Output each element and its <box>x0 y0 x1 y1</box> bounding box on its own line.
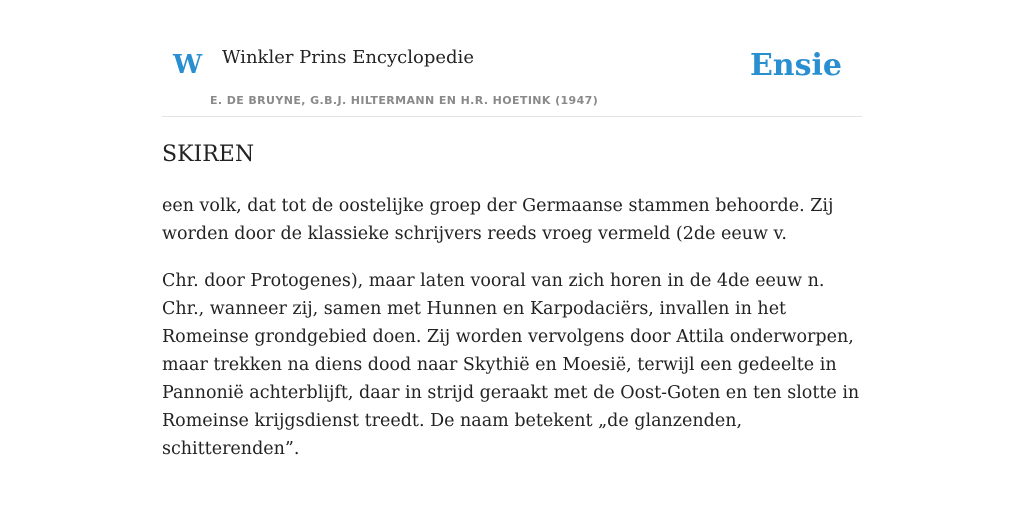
source-logo[interactable]: W <box>173 50 203 80</box>
source-authors: E. DE BRUYNE, G.B.J. HILTERMANN EN H.R. HOETINK (1947) <box>210 94 599 107</box>
entry-title: SKIREN <box>162 142 255 167</box>
source-header <box>162 0 862 117</box>
ensie-logo-link[interactable]: Ensie <box>749 48 842 83</box>
entry-paragraph-1: een volk, dat tot de oostelijke groep der Germaanse stammen behoorde. Zij worden door de klassieke schrijvers reeds vroeg vermeld (2de eeuw v. <box>162 196 834 244</box>
article-page <box>162 0 862 459</box>
entry-paragraph-2: Chr. door Protogenes), maar laten vooral van zich horen in de 4de eeuw n. Chr., wanneer zij, samen met Hunnen en Karpodaciërs, invallen in het Romeinse grondgebied doen. Zij worden vervolgens door Attila onderworpen, maar trekken na diens dood naar Skythië en Moesië, terwijl een gedeelte in Pannonië achterblijft, daar in strijd geraakt met de Oost-Goten en ten slotte in Romeinse krijgsdienst treedt. De naam betekent „de glanzenden, schitterenden”. <box>162 271 860 459</box>
source-title-link[interactable]: Winkler Prins Encyclopedie <box>222 47 474 68</box>
